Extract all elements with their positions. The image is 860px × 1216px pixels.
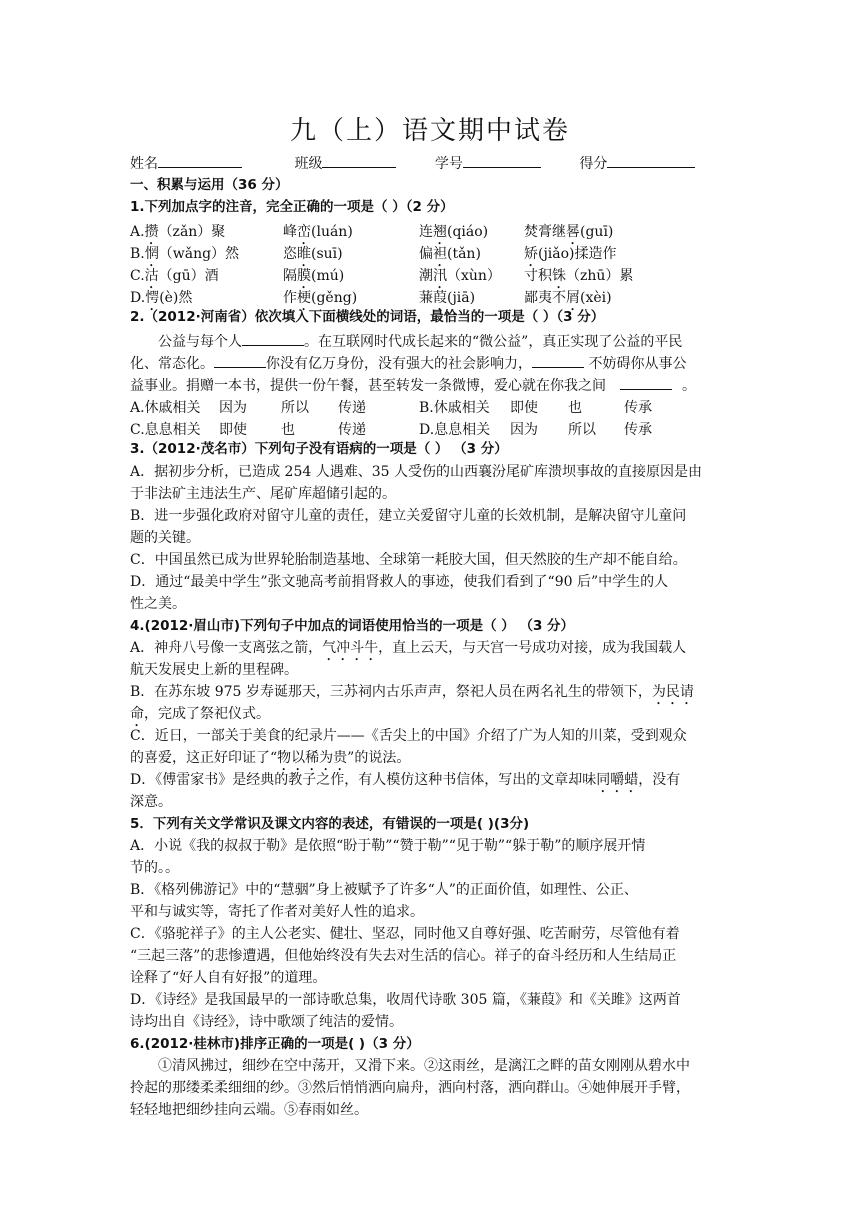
q4-option-c-line-1: C．近日，一部关于美食的纪录片——《舌尖上的中国》介绍了广为人知的川菜，受到观众	[130, 728, 687, 744]
question-4-stem: 4.(2012·眉山市)下列句子中加点的词语使用恰当的一项是（ ） （3 分）	[130, 618, 575, 634]
q2-passage-line-3: 益事业。捐赠一本书，提供一份午餐，甚至转发一条微博，爱心就在你我之间 。	[130, 375, 696, 394]
q2-option-d-word-3: 所以	[568, 422, 596, 438]
q1-option-c-3: 潮汛（xùn）	[419, 268, 501, 284]
q5-option-d-line-1: D．《诗经》是我国最早的一部诗歌总集，收周代诗歌 305 篇，《蒹葭》和《关雎》这两首	[130, 992, 681, 1008]
q5-option-c-line-3: 诠释了“好人自有好报”的道理。	[130, 970, 327, 986]
q5-option-b-line-2: 平和与诚实等，寄托了作者对美好人性的追求。	[130, 904, 424, 920]
q1-option-a-1: A.攒（zǎn）聚	[130, 224, 226, 240]
q1-option-a-4: 焚膏继晷(guī)	[524, 224, 614, 240]
q3-option-b-line-2: 题的关键。	[130, 530, 200, 546]
q4-option-c-line-2: 的喜爱，这正好印证了“物以稀为贵”的说法。	[130, 750, 411, 766]
q1-option-c-4: 寸积铢（zhū）累	[524, 268, 634, 284]
q3-option-d-line-2: 性之美。	[130, 596, 186, 612]
q5-option-c-line-2: “三起三落”的悲惨遭遇，但他始终没有失去对生活的信心。祥子的奋斗经历和人生结局正	[130, 948, 677, 964]
q4-dotted-word-c: 物以稀为贵	[277, 750, 348, 766]
q5-option-a-line-2: 节的。。	[130, 860, 179, 876]
q4-dotted-word-b1: 为民请	[651, 684, 694, 700]
q3-option-d-line-1: D．通过“最美中学生”张文驰高考前捐肾救人的事迹，使我们看到了“90 后”中学生的人	[130, 574, 669, 590]
q1-option-c-1: C.沽（gū）酒	[130, 268, 219, 284]
name-label: 姓名	[130, 156, 158, 172]
q3-option-a-line-2: 于非法矿主违法生产、尾矿库超储引起的。	[130, 486, 396, 502]
q3-option-a-line-1: A．据初步分析，已造成 254 人遇难、35 人受伤的山西襄汾尾矿库溃坝事故的直接原因是由	[130, 464, 702, 480]
score-blank[interactable]	[607, 153, 695, 168]
q4-option-a-line-2: 航天发展史上新的里程碑。	[130, 662, 298, 678]
q4-option-a-line-1: A．神舟八号像一支离弦之箭，气冲斗牛，直上云天，与天宫一号成功对接，成为我国载人	[130, 640, 687, 656]
q4-option-b-line-2: 命，完成了祭祀仪式。	[130, 706, 270, 722]
q2-option-b-word-2: 即使	[510, 400, 538, 416]
q1-option-b-2: 恣睢(suī)	[283, 246, 343, 262]
question-1-stem: 1.下列加点字的注音，完全正确的一项是（ ）（2 分）	[130, 199, 454, 215]
q5-option-d-line-2: 诗均出自《诗经》，诗中歌颂了纯洁的爱情。	[130, 1014, 403, 1030]
q2-option-d-word-2: 因为	[510, 422, 538, 438]
q1-option-a-3: 连翘(qiáo)	[419, 224, 489, 240]
q2-option-b-word-4: 传承	[624, 400, 652, 416]
q4-dotted-word-a: 气冲斗牛	[322, 640, 379, 656]
q2-option-c-word-2: 即使	[219, 422, 247, 438]
class-blank[interactable]	[322, 153, 396, 168]
question-3-stem: 3.（2012·茂名市）下列句子没有语病的一项是（ ） （3 分）	[130, 441, 508, 457]
q2-blank-3[interactable]	[532, 353, 584, 368]
q2-blank-2[interactable]	[214, 353, 266, 368]
question-5-stem: 5．下列有关文学常识及课文内容的表述，有错误的一项是( )(3分)	[130, 816, 530, 832]
q2-blank-4[interactable]	[620, 375, 672, 390]
q3-option-b-line-1: B．进一步强化政府对留守儿童的责任，建立关爱留守儿童的长效机制，是解决留守儿童问	[130, 508, 687, 524]
q2-option-c-word-3: 也	[281, 422, 295, 438]
q6-passage-line-2: 拎起的那缕柔柔细细的纱。③然后悄悄洒向扁舟，洒向村落，洒向群山。④她伸展开手臂，	[130, 1080, 690, 1096]
q2-option-a-word-4: 传递	[338, 400, 366, 416]
q4-dotted-word-d: 同嚼蜡	[596, 772, 639, 788]
q1-option-c-2: 隔膜(mú)	[283, 268, 345, 284]
question-2-stem: 2.（2012·河南省）依次填入下面横线处的词语，最恰当的一项是（ ）（3 分）	[130, 309, 605, 325]
q4-option-d-line-1: D．《傅雷家书》是经典的教子之作，有人模仿这种书信体，写出的文章却味同嚼蜡，没有	[130, 772, 681, 788]
q4-option-d-line-2: 深意。	[130, 794, 172, 810]
q3-option-c-line-1: C．中国虽然已成为世界轮胎制造基地、全球第一耗胶大国，但天然胶的生产却不能自给。	[130, 552, 687, 568]
section-heading: 一、积累与运用（36 分）	[130, 177, 289, 193]
q1-option-d-1: D.愕(è)然	[130, 290, 193, 306]
q4-option-b-line-1: B．在苏东坡 975 岁寿诞那天，三苏祠内古乐声声，祭祀人员在两名礼生的带领下，为民请	[130, 684, 694, 700]
q2-passage-line-2: 化、常态化。 你没有亿万身份，没有强大的社会影响力， 不妨碍你从事公	[130, 353, 686, 372]
name-blank[interactable]	[158, 153, 242, 168]
q2-option-b-word-1: B.休戚相关	[419, 400, 490, 416]
q1-option-b-4: 矫(jiǎo)揉造作	[524, 246, 617, 262]
q1-option-b-1: B.惘（wǎng）然	[130, 246, 240, 262]
q2-option-d-word-4: 传承	[624, 422, 652, 438]
q2-option-a-word-2: 因为	[219, 400, 247, 416]
q1-option-d-2: 作梗(gěng)	[283, 290, 358, 306]
page-title: 九（上）语文期中试卷	[289, 116, 570, 146]
question-6-stem: 6.(2012·桂林市)排序正确的一项是( )（3 分）	[130, 1036, 420, 1052]
q6-passage-line-3: 轻轻地把细纱挂向云端。⑤春雨如丝。	[130, 1102, 368, 1118]
number-blank[interactable]	[463, 153, 541, 168]
class-label: 班级	[294, 156, 323, 172]
q2-option-d-word-1: D.息息相关	[419, 422, 491, 438]
student-info-row	[130, 153, 695, 173]
q4-dotted-word-b2: 命	[130, 706, 144, 722]
q5-option-a-line-1: A．小说《我的叔叔于勒》是依照“盼于勒”“赞于勒”“见于勒”“躲于勒”的顺序展开情	[130, 838, 646, 854]
score-label: 得分	[579, 156, 608, 172]
q5-option-c-line-1: C．《骆驼祥子》的主人公老实、健壮、坚忍，同时他又自尊好强、吃苦耐劳，尽管他有着	[130, 926, 680, 942]
q2-option-c-word-1: C.息息相关	[130, 422, 201, 438]
q2-option-a-word-1: A.休戚相关	[130, 400, 201, 416]
q6-passage-line-1: ①清风拂过，细纱在空中荡开，又滑下来。②这雨丝，是漓江之畔的苗女刚刚从碧水中	[158, 1058, 690, 1074]
q1-option-a-2: 峰峦(luán)	[283, 224, 353, 240]
q1-option-d-4: 鄙夷不屑(xèi)	[524, 290, 612, 306]
q1-option-d-3: 蒹葭(jiā)	[419, 290, 476, 306]
number-label: 学号	[434, 156, 463, 172]
q2-blank-1[interactable]	[242, 331, 304, 346]
q5-option-b-line-1: B．《格列佛游记》中的“慧骃”身上被赋予了许多“人”的正面价值，如理性、公正、	[130, 882, 638, 898]
q2-option-b-word-3: 也	[568, 400, 582, 416]
q2-option-c-word-4: 传递	[338, 422, 366, 438]
q1-option-b-3: 偏袒(tǎn)	[419, 246, 481, 262]
q2-passage-line-1: 公益与每个人 。在互联网时代成长起来的“微公益”，真正实现了公益的平民	[158, 331, 682, 350]
q2-option-a-word-3: 所以	[281, 400, 309, 416]
